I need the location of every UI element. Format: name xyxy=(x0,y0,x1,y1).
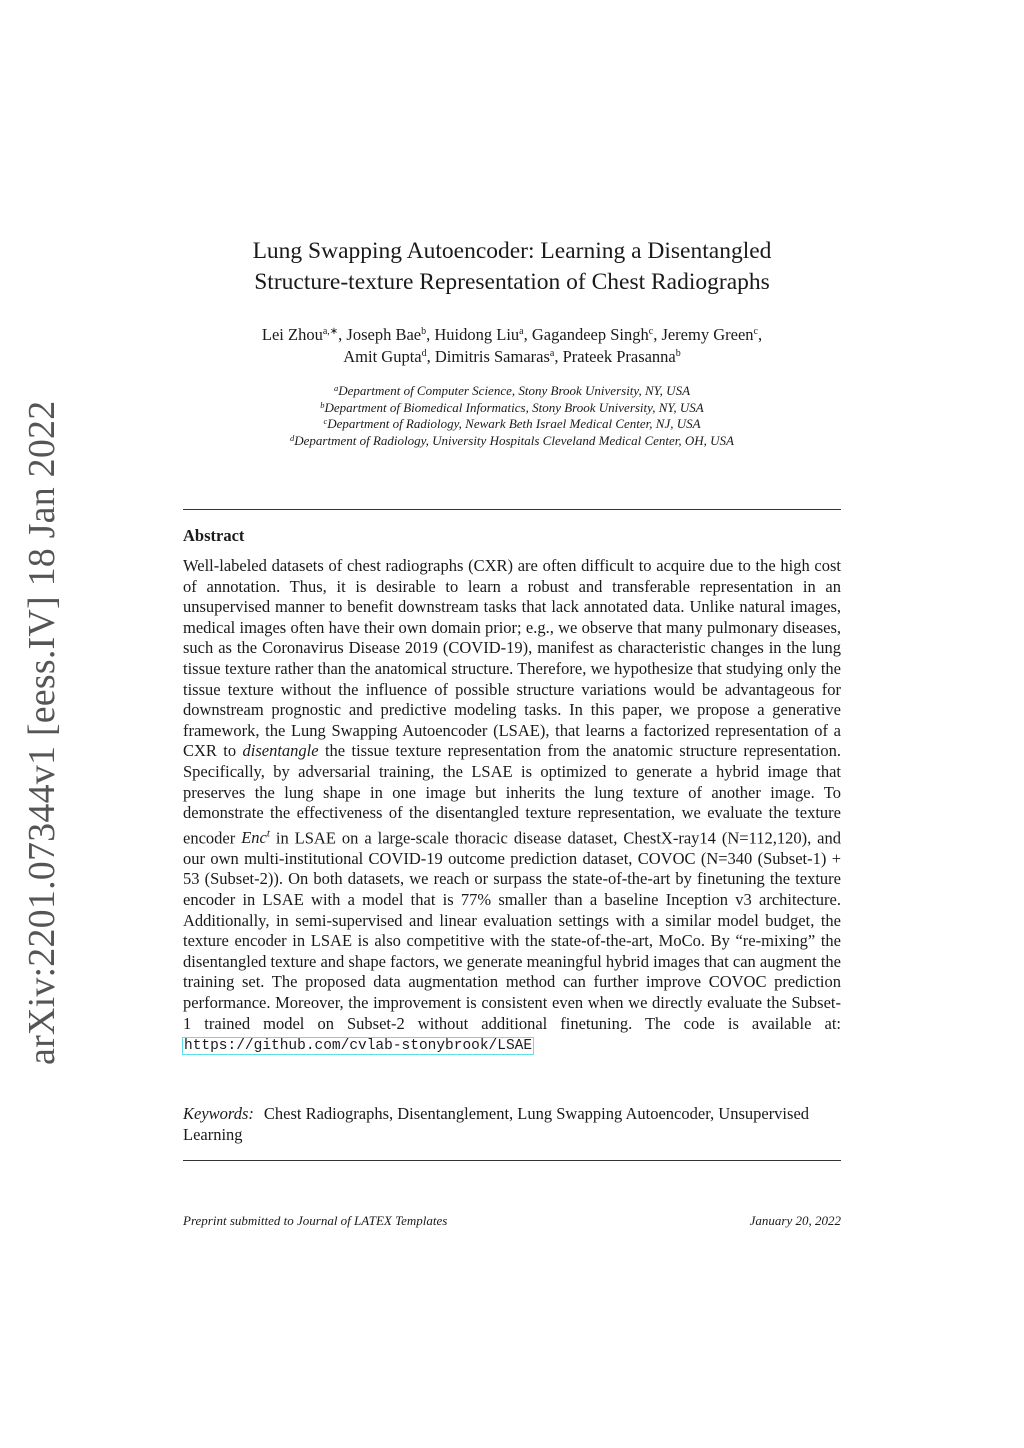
author-separator: , xyxy=(338,325,347,344)
affiliation-text: Department of Radiology, University Hospitals Cleveland Medical Center, OH, USA xyxy=(294,432,734,448)
abstract-heading: Abstract xyxy=(183,526,245,545)
affiliation-mark: b xyxy=(320,399,325,410)
abstract-part-3: in LSAE on a large-scale thoracic disease dataset, ChestX-ray14 (N=112,120), and our own multi-institutional COVID-19 outcome prediction dataset, COVOC (N=340 (Subset-1) + 53 (Subset-2)). On both datasets, we reach or surpass the state-of-the-art by finetuning the texture encoder in LSAE with a model that is 77% smaller than a baseline Inception v3 architecture. Additionally, in semi-supervised and linear evaluation settings with a similar model budget, the texture encoder in LSAE is also competitive with the state-of-the-art, MoCo. By “re-mixing” the disentangled texture and shape factors, we generate meaningful hybrid images that can augment the training set. The proposed data augmentation method can further improve COVOC prediction performance. Moreover, the improvement is consistent even when we directly evaluate the Subset-1 trained model on Subset-2 without additional finetuning. The code is available at: xyxy=(183,828,842,1033)
abstract-part-1: Well-labeled datasets of chest radiographs (CXR) are often difficult to acquire due to the high cost of annotation. Thus, it is desirable to learn a robust and transferable representation in an unsupervised manner to benefit downstream tasks that lack annotated data. Unlike natural images, medical images often have their own domain prior; e.g., we observe that many pulmonary diseases, such as the Coronavirus Disease 2019 (COVID-19), manifest as characteristic changes in the lung tissue texture rather than the anatomical structure. Therefore, we hypothesize that studying only the tissue texture without the influence of possible structure variations would be advantageous for downstream prognostic and predictive modeling tasks. In this paper, we propose a generative framework, the Lung Swapping Autoencoder (LSAE), that learns a factorized representation of a CXR to xyxy=(183,556,841,761)
affiliation-text: Department of Computer Science, Stony Brook University, NY, USA xyxy=(338,383,691,398)
author-name: Jeremy Green xyxy=(661,325,754,344)
author-affiliation-mark: a xyxy=(519,326,524,337)
author-affiliation-mark: c xyxy=(648,326,654,337)
encoder-symbol xyxy=(241,828,270,847)
author-separator: , xyxy=(426,325,435,344)
abstract-text xyxy=(183,556,841,1057)
author-separator: , xyxy=(554,347,563,366)
author-affiliation-mark: b xyxy=(675,348,681,359)
author-affiliation-mark: d xyxy=(421,348,427,359)
affiliation-item xyxy=(150,400,874,417)
author-line-1 xyxy=(150,324,874,346)
affiliation-text: Department of Radiology, Newark Beth Israel Medical Center, NJ, USA xyxy=(327,416,701,431)
bottom-divider xyxy=(183,1160,841,1161)
abstract-italic-term: disentangle xyxy=(242,741,319,761)
author-name: Joseph Bae xyxy=(346,325,422,344)
author-list xyxy=(150,324,874,368)
affiliation-mark: c xyxy=(323,416,328,426)
author-name: Prateek Prasanna xyxy=(562,347,676,366)
abstract-part-2: the tissue texture representation from the anatomic structure representation. Specifically, by adversarial training, the LSAE is optimized to generate a hybrid image that preserves the lung shape in one image but inherits the lung texture of another image. To demonstrate the effectiveness of the disentangled texture representation, we evaluate the texture encoder xyxy=(183,741,841,848)
footer-date: January 20, 2022 xyxy=(749,1213,841,1228)
author-separator: , xyxy=(426,347,435,366)
paper-title xyxy=(150,236,874,298)
affiliation-mark: a xyxy=(333,383,339,393)
author-separator: , xyxy=(757,325,763,344)
author-line-2 xyxy=(150,346,874,368)
code-repository-link[interactable]: https://github.com/cvlab-stonybrook/LSAE xyxy=(184,1038,533,1055)
author-name: Gagandeep Singh xyxy=(531,325,649,344)
encoder-symbol-superscript: t xyxy=(266,827,270,840)
affiliation-mark: d xyxy=(289,432,295,443)
author-affiliation-mark: b xyxy=(421,326,427,337)
affiliation-item xyxy=(150,383,874,400)
arxiv-identifier-stamp: arXiv:2201.07344v1 [eess.IV] 18 Jan 2022 xyxy=(21,400,63,1065)
author-affiliation-mark: a,∗ xyxy=(322,326,339,337)
author-separator: , xyxy=(653,325,662,344)
preprint-note: Preprint submitted to Journal of LATEX Templates xyxy=(183,1213,448,1228)
affiliation-item xyxy=(150,416,874,433)
author-affiliation-mark: a xyxy=(549,348,555,359)
author-name: Amit Gupta xyxy=(343,347,422,366)
title-line-2: Structure-texture Representation of Chest Radiographs xyxy=(254,269,770,295)
keywords-label: Keywords: xyxy=(183,1104,254,1123)
affiliation-list xyxy=(150,383,874,449)
author-affiliation-mark: c xyxy=(753,326,758,337)
author-name: Dimitris Samaras xyxy=(434,347,550,366)
author-separator: , xyxy=(523,325,532,344)
title-line-1: Lung Swapping Autoencoder: Learning a Disentangled xyxy=(252,238,772,264)
keywords-text: Chest Radiographs, Disentanglement, Lung Swapping Autoencoder, Unsupervised Learning xyxy=(183,1104,810,1144)
author-name: Huidong Liu xyxy=(434,325,520,344)
top-divider xyxy=(183,509,841,510)
encoder-symbol-base: Enc xyxy=(241,828,267,848)
affiliation-item xyxy=(150,433,874,450)
author-name: Lei Zhou xyxy=(261,325,323,344)
keywords-block xyxy=(183,1104,841,1145)
affiliation-text: Department of Biomedical Informatics, Stony Brook University, NY, USA xyxy=(324,399,704,415)
